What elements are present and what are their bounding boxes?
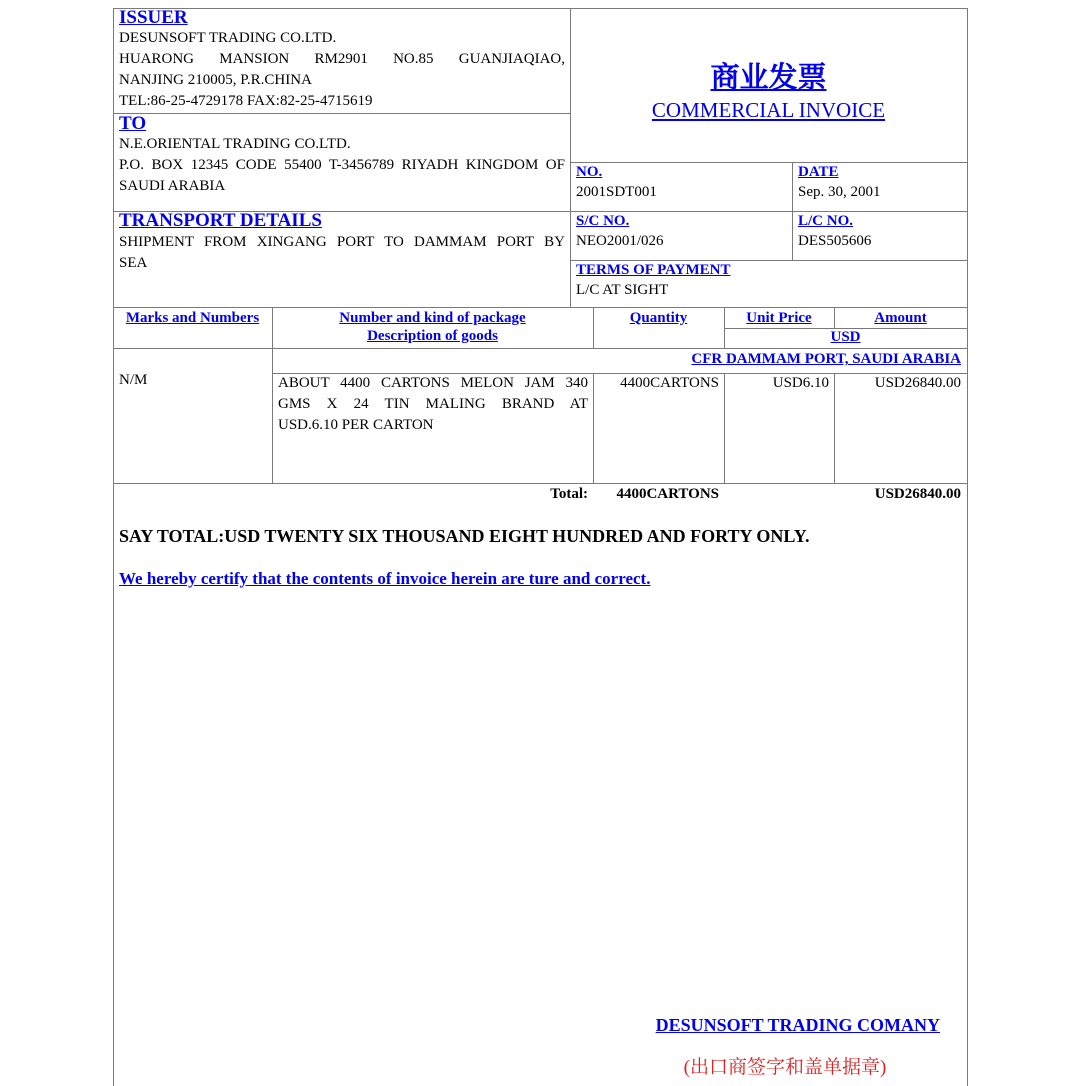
- date-value: Sep. 30, 2001: [798, 184, 881, 200]
- title-en: COMMERCIAL INVOICE: [651, 98, 886, 122]
- header-quantity: Quantity: [629, 310, 688, 326]
- date-block: [798, 163, 963, 203]
- divider-v-date: [792, 162, 793, 260]
- header-amount: Amount: [874, 310, 927, 326]
- total-quantity: 4400CARTONS: [616, 486, 719, 502]
- row-quantity: 4400CARTONS: [620, 375, 719, 391]
- no-label: NO.: [576, 164, 603, 180]
- to-block: [119, 113, 565, 197]
- say-total: SAY TOTAL:USD TWENTY SIX THOUSAND EIGHT HUNDRED AND FORTY ONLY.: [119, 526, 810, 546]
- lc-label: L/C NO.: [798, 213, 854, 229]
- signature-note: (出口商签字和盖单据章): [683, 1057, 887, 1078]
- lc-block: [798, 212, 963, 252]
- sc-value: NEO2001/026: [576, 233, 664, 249]
- payment-value: L/C AT SIGHT: [576, 282, 669, 298]
- divider-h-table-top: [113, 307, 967, 308]
- header-currency: USD: [830, 329, 861, 345]
- payment-label: TERMS OF PAYMENT: [576, 262, 731, 278]
- row-desc-line-2: GMS X 24 TIN MALING BRAND AT: [278, 396, 588, 412]
- no-block: [576, 163, 786, 203]
- transport-line-2: SEA: [119, 255, 148, 271]
- header-description: Description of goods: [367, 328, 498, 344]
- header-package: Number and kind of package: [339, 310, 526, 326]
- issuer-label: ISSUER: [119, 7, 188, 28]
- header-unit-price: Unit Price: [746, 310, 812, 326]
- transport-label: TRANSPORT DETAILS: [119, 210, 322, 231]
- sc-block: [576, 212, 786, 252]
- divider-v-main: [570, 8, 571, 307]
- title-block: [570, 60, 967, 124]
- terms-row: CFR DAMMAM PORT, SAUDI ARABIA: [691, 351, 961, 367]
- issuer-company: DESUNSOFT TRADING CO.LTD.: [119, 30, 337, 46]
- row-description: [278, 373, 588, 436]
- transport-line-1: SHIPMENT FROM XINGANG PORT TO DAMMAM PORT BY: [119, 234, 565, 250]
- signature-company: DESUNSOFT TRADING COMANY: [655, 1015, 940, 1035]
- header-marks: Marks and Numbers: [125, 310, 260, 326]
- no-value: 2001SDT001: [576, 184, 657, 200]
- to-company: N.E.ORIENTAL TRADING CO.LTD.: [119, 136, 351, 152]
- issuer-contact: TEL:86-25-4729178 FAX:82-25-4715619: [119, 93, 373, 109]
- issuer-block: [119, 7, 565, 112]
- row-desc-line-1: ABOUT 4400 CARTONS MELON JAM 340: [278, 375, 588, 391]
- row-unit-price: USD6.10: [772, 375, 829, 391]
- issuer-address-1: HUARONG MANSION RM2901 NO.85 GUANJIAQIAO,: [119, 51, 565, 67]
- lc-value: DES505606: [798, 233, 872, 249]
- row-desc-line-3: USD.6.10 PER CARTON: [278, 417, 434, 433]
- total-label: Total:: [550, 486, 588, 502]
- title-cn: 商业发票: [710, 62, 827, 94]
- sc-label: S/C NO.: [576, 213, 630, 229]
- transport-block: [119, 210, 565, 274]
- to-address-2: SAUDI ARABIA: [119, 178, 226, 194]
- to-address-1: P.O. BOX 12345 CODE 55400 T-3456789 RIYADH KINGDOM OF: [119, 157, 565, 173]
- to-label: TO: [119, 113, 147, 134]
- issuer-address-2: NANJING 210005, P.R.CHINA: [119, 72, 312, 88]
- payment-block: [576, 261, 961, 301]
- date-label: DATE: [798, 164, 839, 180]
- total-amount: USD26840.00: [874, 486, 961, 502]
- certify-statement: We hereby certify that the contents of invoice herein are ture and correct.: [119, 569, 651, 588]
- row-amount: USD26840.00: [874, 375, 961, 391]
- row-marks: N/M: [119, 372, 148, 388]
